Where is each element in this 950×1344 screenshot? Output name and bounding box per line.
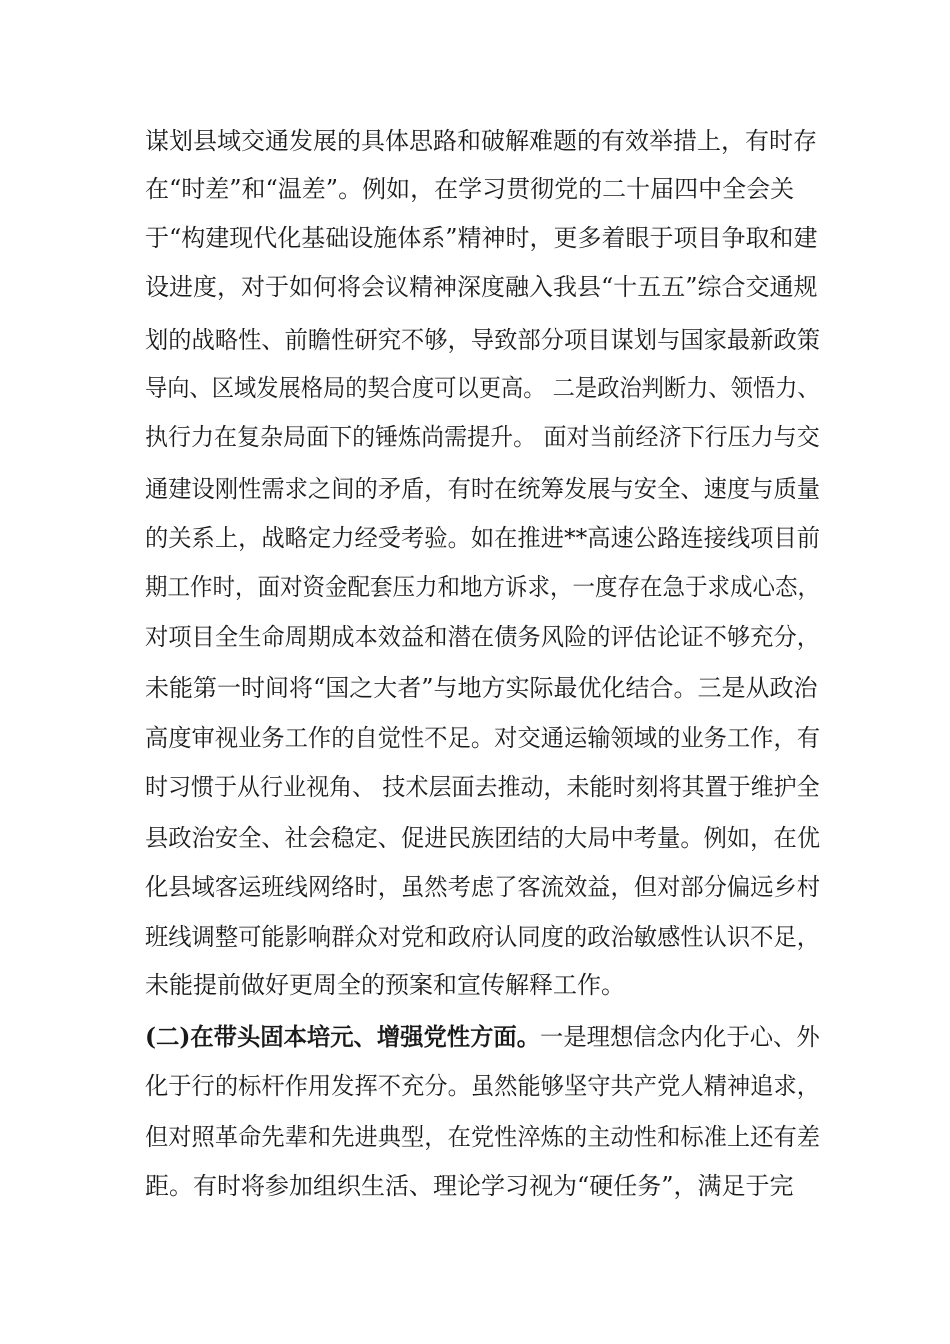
body-text-line: 设进度，对于如何将会议精神深度融入我县“十五五”综合交通规 xyxy=(145,273,818,301)
section-heading-continuation: 一是理想信念内化于心、外 xyxy=(540,1023,820,1051)
body-text-line: 化于行的标杆作用发挥不充分。虽然能够坚守共产党人精神追求， xyxy=(145,1072,820,1100)
body-text-line: 县政治安全、社会稳定、促进民族团结的大局中考量。例如，在优 xyxy=(145,824,820,852)
body-text-line: 化县域客运班线网络时，虽然考虑了客流效益，但对部分偏远乡村 xyxy=(145,873,820,901)
body-text-line: 未能第一时间将“国之大者”与地方实际最优化结合。三是从政治 xyxy=(145,674,818,702)
section-heading: (二)在带头固本培元、增强党性方面。 xyxy=(145,1022,541,1051)
body-text-line: 距。有时将参加组织生活、理论学习视为“硬任务”，满足于完 xyxy=(145,1172,794,1200)
body-text-line: 未能提前做好更周全的预案和宣传解释工作。 xyxy=(145,971,625,999)
body-text-line: 执行力在复杂局面下的锤炼尚需提升。 面对当前经济下行压力与交 xyxy=(145,423,820,451)
body-text-line: 时习惯于从行业视角、 技术层面去推动，未能时刻将其置于维护全 xyxy=(145,773,820,801)
body-text-line: 高度审视业务工作的自觉性不足。对交通运输领域的业务工作，有 xyxy=(145,724,820,752)
body-text-line: 的关系上，战略定力经受考验。如在推进**高速公路连接线项目前 xyxy=(145,524,820,552)
body-text-line: 通建设刚性需求之间的矛盾，有时在统筹发展与安全、速度与质量 xyxy=(145,475,820,503)
body-text-line: 划的战略性、前瞻性研究不够，导致部分项目谋划与国家最新政策 xyxy=(145,326,820,354)
body-text-line: 班线调整可能影响群众对党和政府认同度的政治敏感性认识不足， xyxy=(145,923,820,951)
body-text-line: 导向、区域发展格局的契合度可以更高。 二是政治判断力、领悟力、 xyxy=(145,374,820,402)
body-text-line: 但对照革命先辈和先进典型，在党性淬炼的主动性和标准上还有差 xyxy=(145,1123,820,1151)
body-text-line: 对项目全生命周期成本效益和潜在债务风险的评估论证不够充分， xyxy=(145,623,820,651)
body-text-line: 于“构建现代化基础设施体系”精神时，更多着眼于项目争取和建 xyxy=(145,224,818,252)
body-text-line: 在“时差”和“温差”。例如，在学习贯彻党的二十届四中全会关 xyxy=(145,175,795,203)
body-text-line: 谋划县域交通发展的具体思路和破解难题的有效举措上，有时存 xyxy=(145,127,817,155)
body-text-line: 期工作时，面对资金配套压力和地方诉求，一度存在急于求成心态， xyxy=(145,573,820,601)
section-heading-line xyxy=(145,1020,820,1054)
